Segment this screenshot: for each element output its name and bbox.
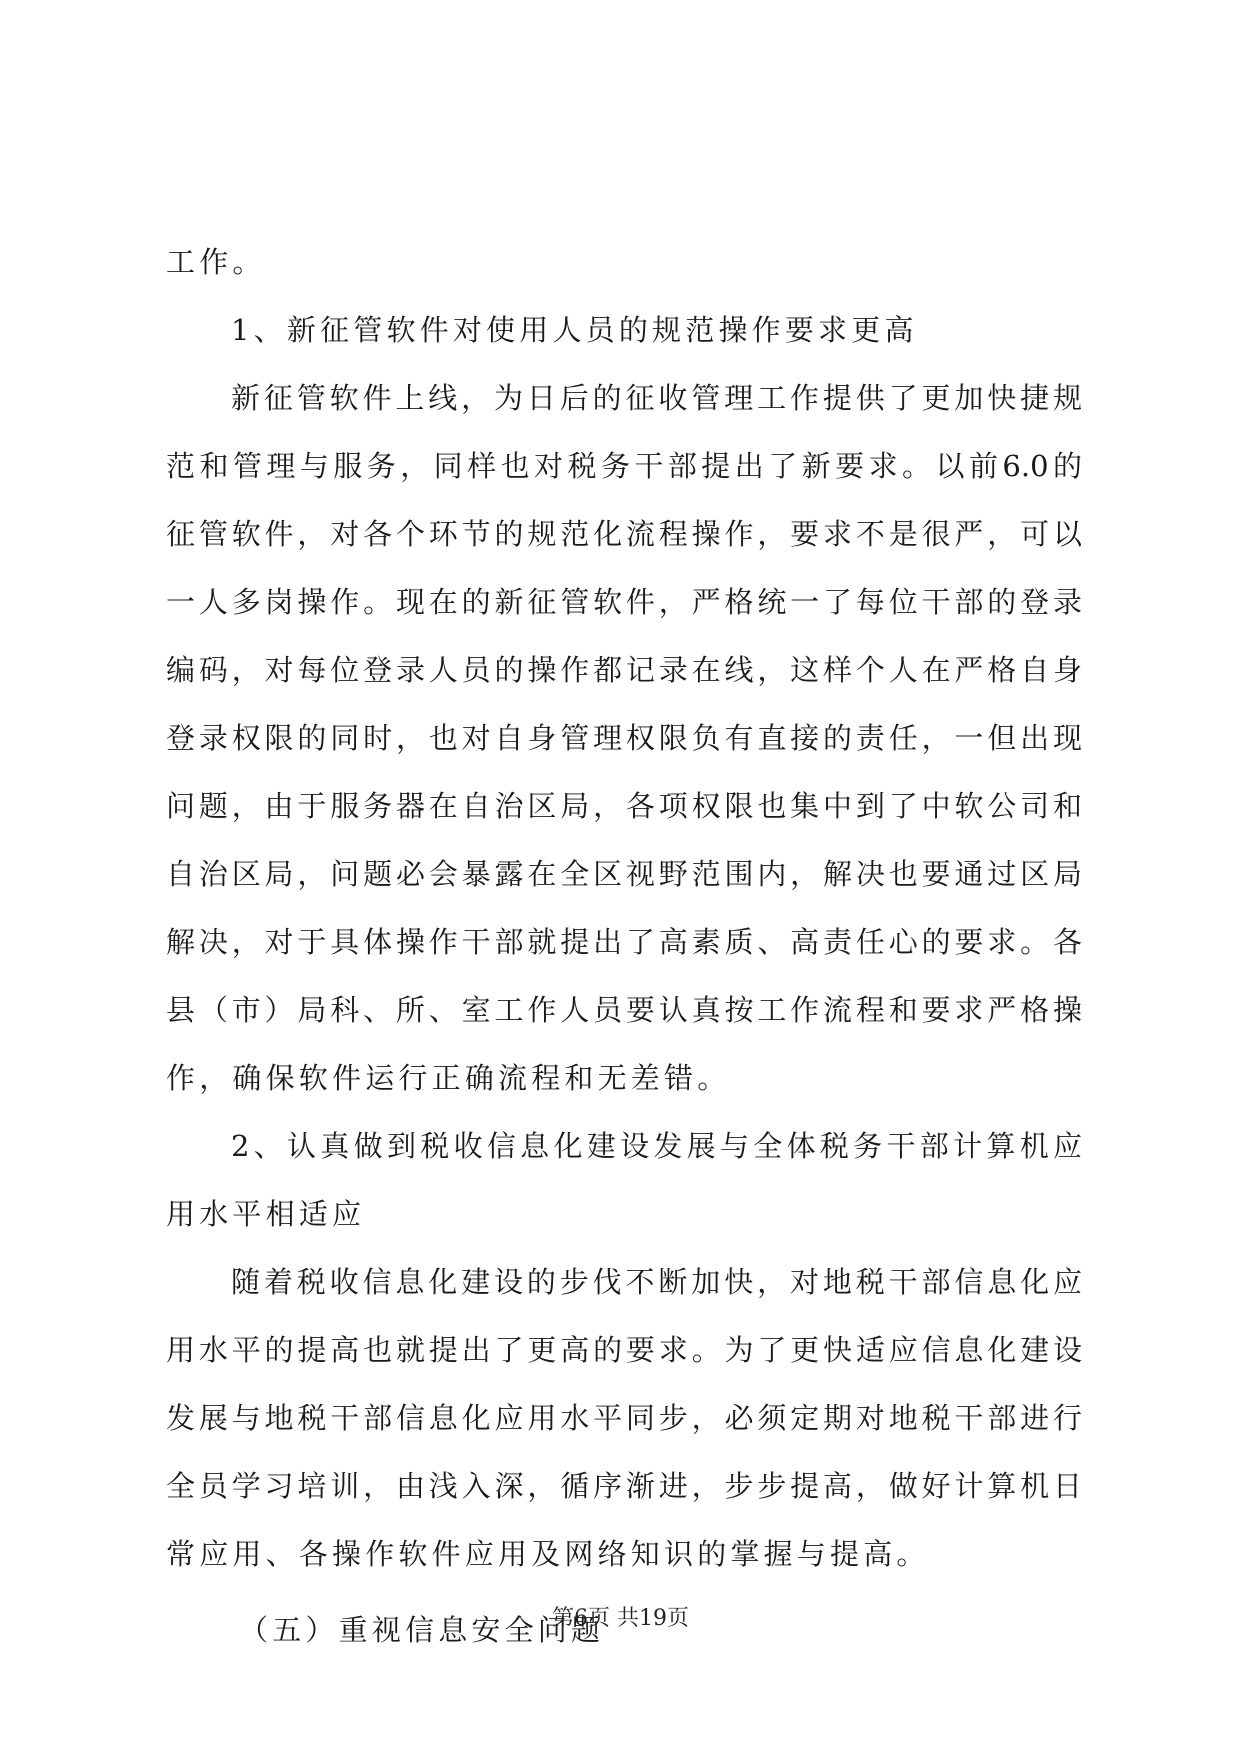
paragraph-line: 问题，由于服务器在自治区局，各项权限也集中到了中软公司和 bbox=[166, 789, 1082, 823]
paragraph-line: 登录权限的同时，也对自身管理权限负有直接的责任，一但出现 bbox=[166, 721, 1082, 755]
paragraph-line: 发展与地税干部信息化应用水平同步，必须定期对地税干部进行 bbox=[166, 1401, 1082, 1435]
paragraph-line: 范和管理与服务，同样也对税务干部提出了新要求。以前6.0的 bbox=[166, 449, 1082, 483]
document-body bbox=[166, 228, 1082, 1664]
paragraph-line: 常应用、各操作软件应用及网络知识的掌握与提高。 bbox=[166, 1537, 930, 1571]
paragraph-line: 编码，对每位登录人员的操作都记录在线，这样个人在严格自身 bbox=[166, 653, 1082, 687]
paragraph-line: 解决，对于具体操作干部就提出了高素质、高责任心的要求。各 bbox=[166, 925, 1082, 959]
paragraph-line: 随着税收信息化建设的步伐不断加快，对地税干部信息化应 bbox=[231, 1265, 1082, 1299]
paragraph-line: 用水平的提高也就提出了更高的要求。为了更快适应信息化建设 bbox=[166, 1333, 1082, 1367]
section-heading-2-cont: 用水平相适应 bbox=[166, 1197, 366, 1231]
page-number-footer: 第6页 共19页 bbox=[552, 1606, 689, 1631]
section-heading-2: 2、认真做到税收信息化建设发展与全体税务干部计算机应 bbox=[231, 1129, 1082, 1163]
section-heading-1: 1、新征管软件对使用人员的规范操作要求更高 bbox=[231, 313, 918, 347]
spacer bbox=[166, 1588, 1082, 1596]
paragraph-line: 征管软件，对各个环节的规范化流程操作，要求不是很严，可以 bbox=[166, 517, 1082, 551]
paragraph-line: 新征管软件上线，为日后的征收管理工作提供了更加快捷规 bbox=[231, 381, 1082, 415]
paragraph-line: 自治区局，问题必会暴露在全区视野范围内，解决也要通过区局 bbox=[166, 857, 1082, 891]
section-heading-5: （五）重视信息安全问题 bbox=[239, 1613, 605, 1647]
text-line: 工作。 bbox=[166, 245, 266, 279]
paragraph-line: 全员学习培训，由浅入深，循序渐进，步步提高，做好计算机日 bbox=[166, 1469, 1082, 1503]
paragraph-line: 作，确保软件运行正确流程和无差错。 bbox=[166, 1061, 731, 1095]
paragraph-line: 县（市）局科、所、室工作人员要认真按工作流程和要求严格操 bbox=[166, 993, 1082, 1027]
paragraph-line: 一人多岗操作。现在的新征管软件，严格统一了每位干部的登录 bbox=[166, 585, 1082, 619]
